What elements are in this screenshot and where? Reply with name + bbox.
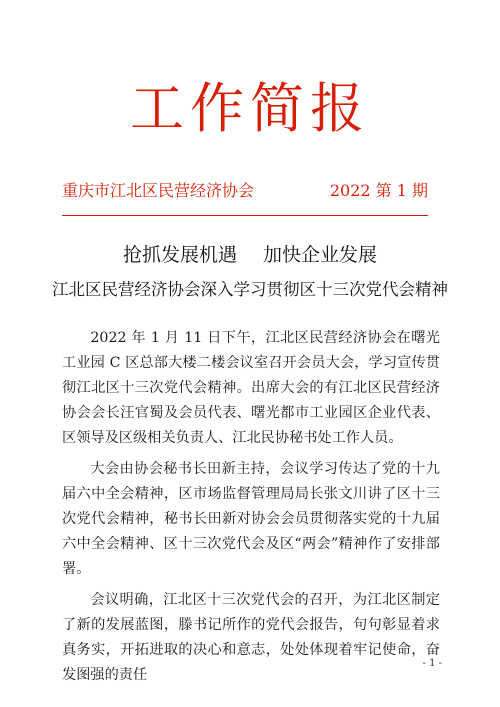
headline (0, 240, 500, 267)
page-number: - 1 - (422, 658, 442, 669)
subheadline: 江北区民营经济协会深入学习贯彻区十三次党代会精神 (52, 280, 448, 299)
masthead-title: 工作简报 (130, 77, 370, 140)
paragraph: 2022 年 1 月 11 日下午，江北区民营经济协会在曙光工业园 C 区总部大楼二楼会议室召开会员大会，学习宣传贯彻江北区十三次党代会精神。出席大会的有江北区民营经济协会会长汪官蜀及会员代表、曙光都市工业园区企业代表、区领导及区级相关负责人、江北民协秘书处工作人员。 (62, 330, 440, 446)
headline-part-2: 加快企业发展 (263, 244, 378, 266)
issue-number: 2022 第 1 期 (329, 181, 428, 200)
article-body (62, 326, 440, 694)
red-divider-line (62, 215, 428, 216)
paragraph: 大会由协会秘书长田新主持，会议学习传达了党的十九届六中全会精神，区市场监督管理局局长张文川讲了区十三次党代会精神，秘书长田新对协会会员贯彻落实党的十九届六中全会精神、区十三次党代会及区“两会”精神作了安排部署。 (62, 461, 440, 577)
paragraph: 会议明确，江北区十三次党代会的召开，为江北区制定了新的发展蓝图，滕书记所作的党代会报告，句句彰显着求真务实，开拓进取的决心和意志，处处体现着牢记使命，奋发图强的责任 (62, 592, 440, 683)
issuer-name: 重庆市江北区民营经济协会 (62, 181, 255, 200)
headline-part-1: 抢抓发展机遇 (122, 244, 237, 266)
